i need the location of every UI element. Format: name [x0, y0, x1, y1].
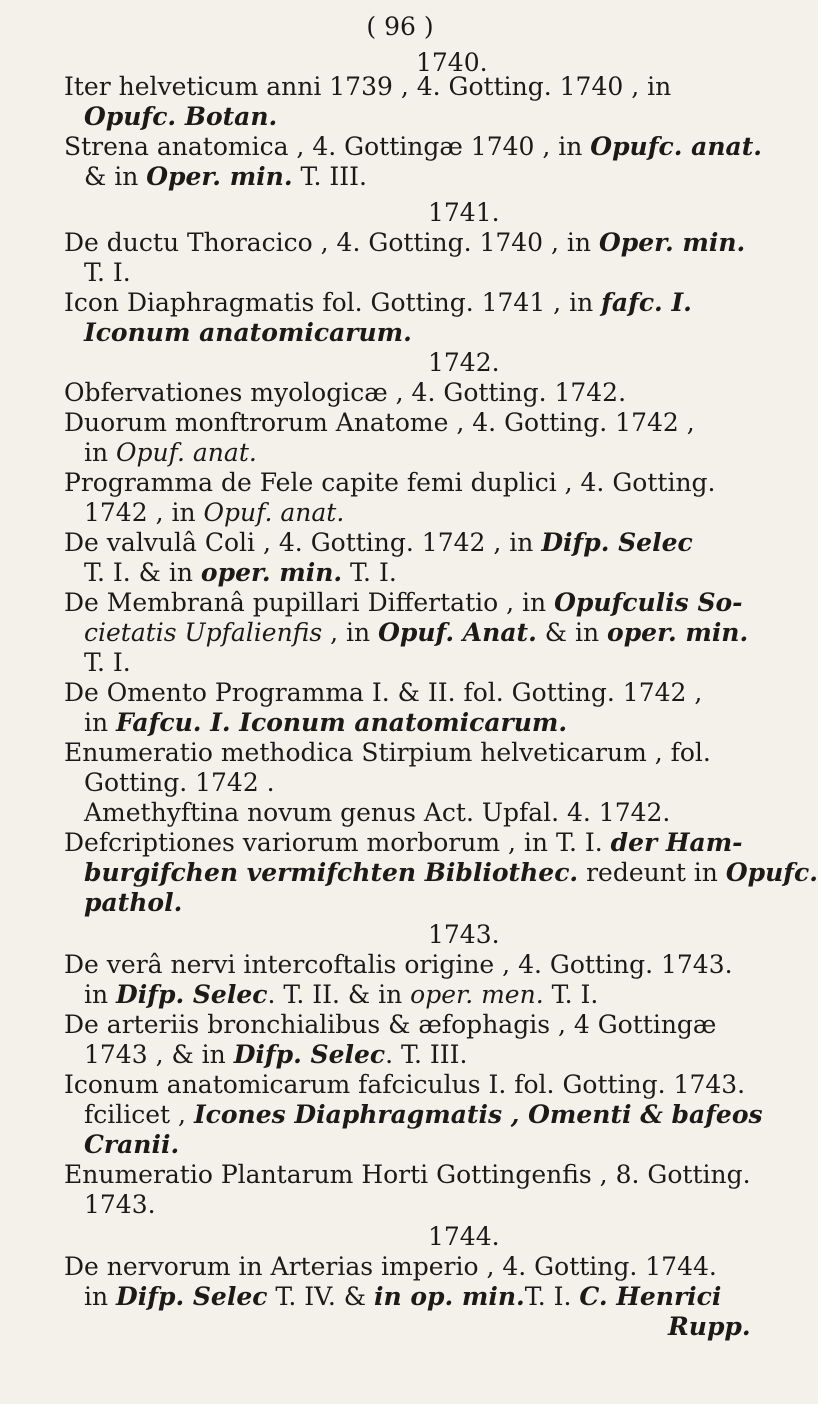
entry-line: Iconum anatomicarum fafciculus I. fol. Gotting. 1743.: [64, 1070, 746, 1099]
entry-line: Cranii.: [84, 1130, 180, 1159]
entry-line: in Difp. Selec T. IV. & in op. min.T. I. C. Henrici: [84, 1282, 722, 1311]
entry-line: 1743.: [84, 1190, 156, 1219]
entry-line: Enumeratio methodica Stirpium helveticarum , fol.: [64, 738, 711, 767]
entry-line: De arteriis bronchialibus & æfophagis , 4 Gottingæ: [64, 1010, 717, 1039]
entry-line: Enumeratio Plantarum Horti Gottingenfis , 8. Gotting.: [64, 1160, 751, 1189]
entry-line: pathol.: [84, 888, 183, 917]
entry-line: De Omento Programma I. & II. fol. Gotting. 1742 ,: [64, 678, 703, 707]
entry-line: Amethyftina novum genus Act. Upfal. 4. 1742.: [84, 798, 671, 827]
entry-line: Icon Diaphragmatis fol. Gotting. 1741 , in fafc. I.: [64, 288, 692, 317]
entry-line: Iter helveticum anni 1739 , 4. Gotting. 1740 , in: [64, 72, 672, 101]
year-heading: 1743.: [428, 920, 500, 949]
entry-line: De valvulâ Coli , 4. Gotting. 1742 , in Difp. Selec: [64, 528, 693, 557]
entry-line: Duorum monftrorum Anatome , 4. Gotting. 1742 ,: [64, 408, 695, 437]
entry-line: cietatis Upfalienfis , in Opuf. Anat. & in oper. min.: [84, 618, 749, 647]
year-heading: 1744.: [428, 1222, 500, 1251]
entry-line: T. I. & in oper. min. T. I.: [84, 558, 397, 587]
entry-line: Defcriptiones variorum morborum , in T. I. der Ham-: [64, 828, 743, 857]
entry-line: & in Oper. min. T. III.: [84, 162, 367, 191]
entry-line: Rupp.: [668, 1312, 751, 1341]
entry-line: T. I.: [84, 258, 131, 287]
entry-line: De Membranâ pupillari Differtatio , in Opufculis So-: [64, 588, 743, 617]
entry-line: in Fafcu. I. Iconum anatomicarum.: [84, 708, 568, 737]
entry-line: in Opuf. anat.: [84, 438, 257, 467]
entry-line: 1742 , in Opuf. anat.: [84, 498, 345, 527]
entry-line: fcilicet , Icones Diaphragmatis , Omenti & bafeos: [84, 1100, 763, 1129]
entry-line: 1743 , & in Difp. Selec. T. III.: [84, 1040, 468, 1069]
page-number: ( 96 ): [366, 12, 434, 41]
entry-line: Strena anatomica , 4. Gottingæ 1740 , in Opufc. anat.: [64, 132, 762, 161]
entry-line: in Difp. Selec. T. II. & in oper. men. T. I.: [84, 980, 599, 1009]
entry-line: Programma de Fele capite femi duplici , 4. Gotting.: [64, 468, 716, 497]
entry-line: burgifchen vermifchten Bibliothec. redeunt in Opufc.: [84, 858, 818, 887]
entry-line: Opufc. Botan.: [84, 102, 278, 131]
entry-line: Gotting. 1742 .: [84, 768, 275, 797]
entry-line: De ductu Thoracico , 4. Gotting. 1740 , in Oper. min.: [64, 228, 746, 257]
entry-line: De verâ nervi intercoftalis origine , 4. Gotting. 1743.: [64, 950, 733, 979]
entry-line: T. I.: [84, 648, 131, 677]
year-heading-1741: 1741.: [428, 198, 500, 227]
entry-line: Obfervationes myologicæ , 4. Gotting. 1742.: [64, 378, 627, 407]
entry-line: De nervorum in Arterias imperio , 4. Gotting. 1744.: [64, 1252, 717, 1281]
year-heading-1742: 1742.: [428, 348, 500, 377]
entry-line: Iconum anatomicarum.: [84, 318, 412, 347]
year-heading-1740: 1740.: [416, 48, 488, 77]
